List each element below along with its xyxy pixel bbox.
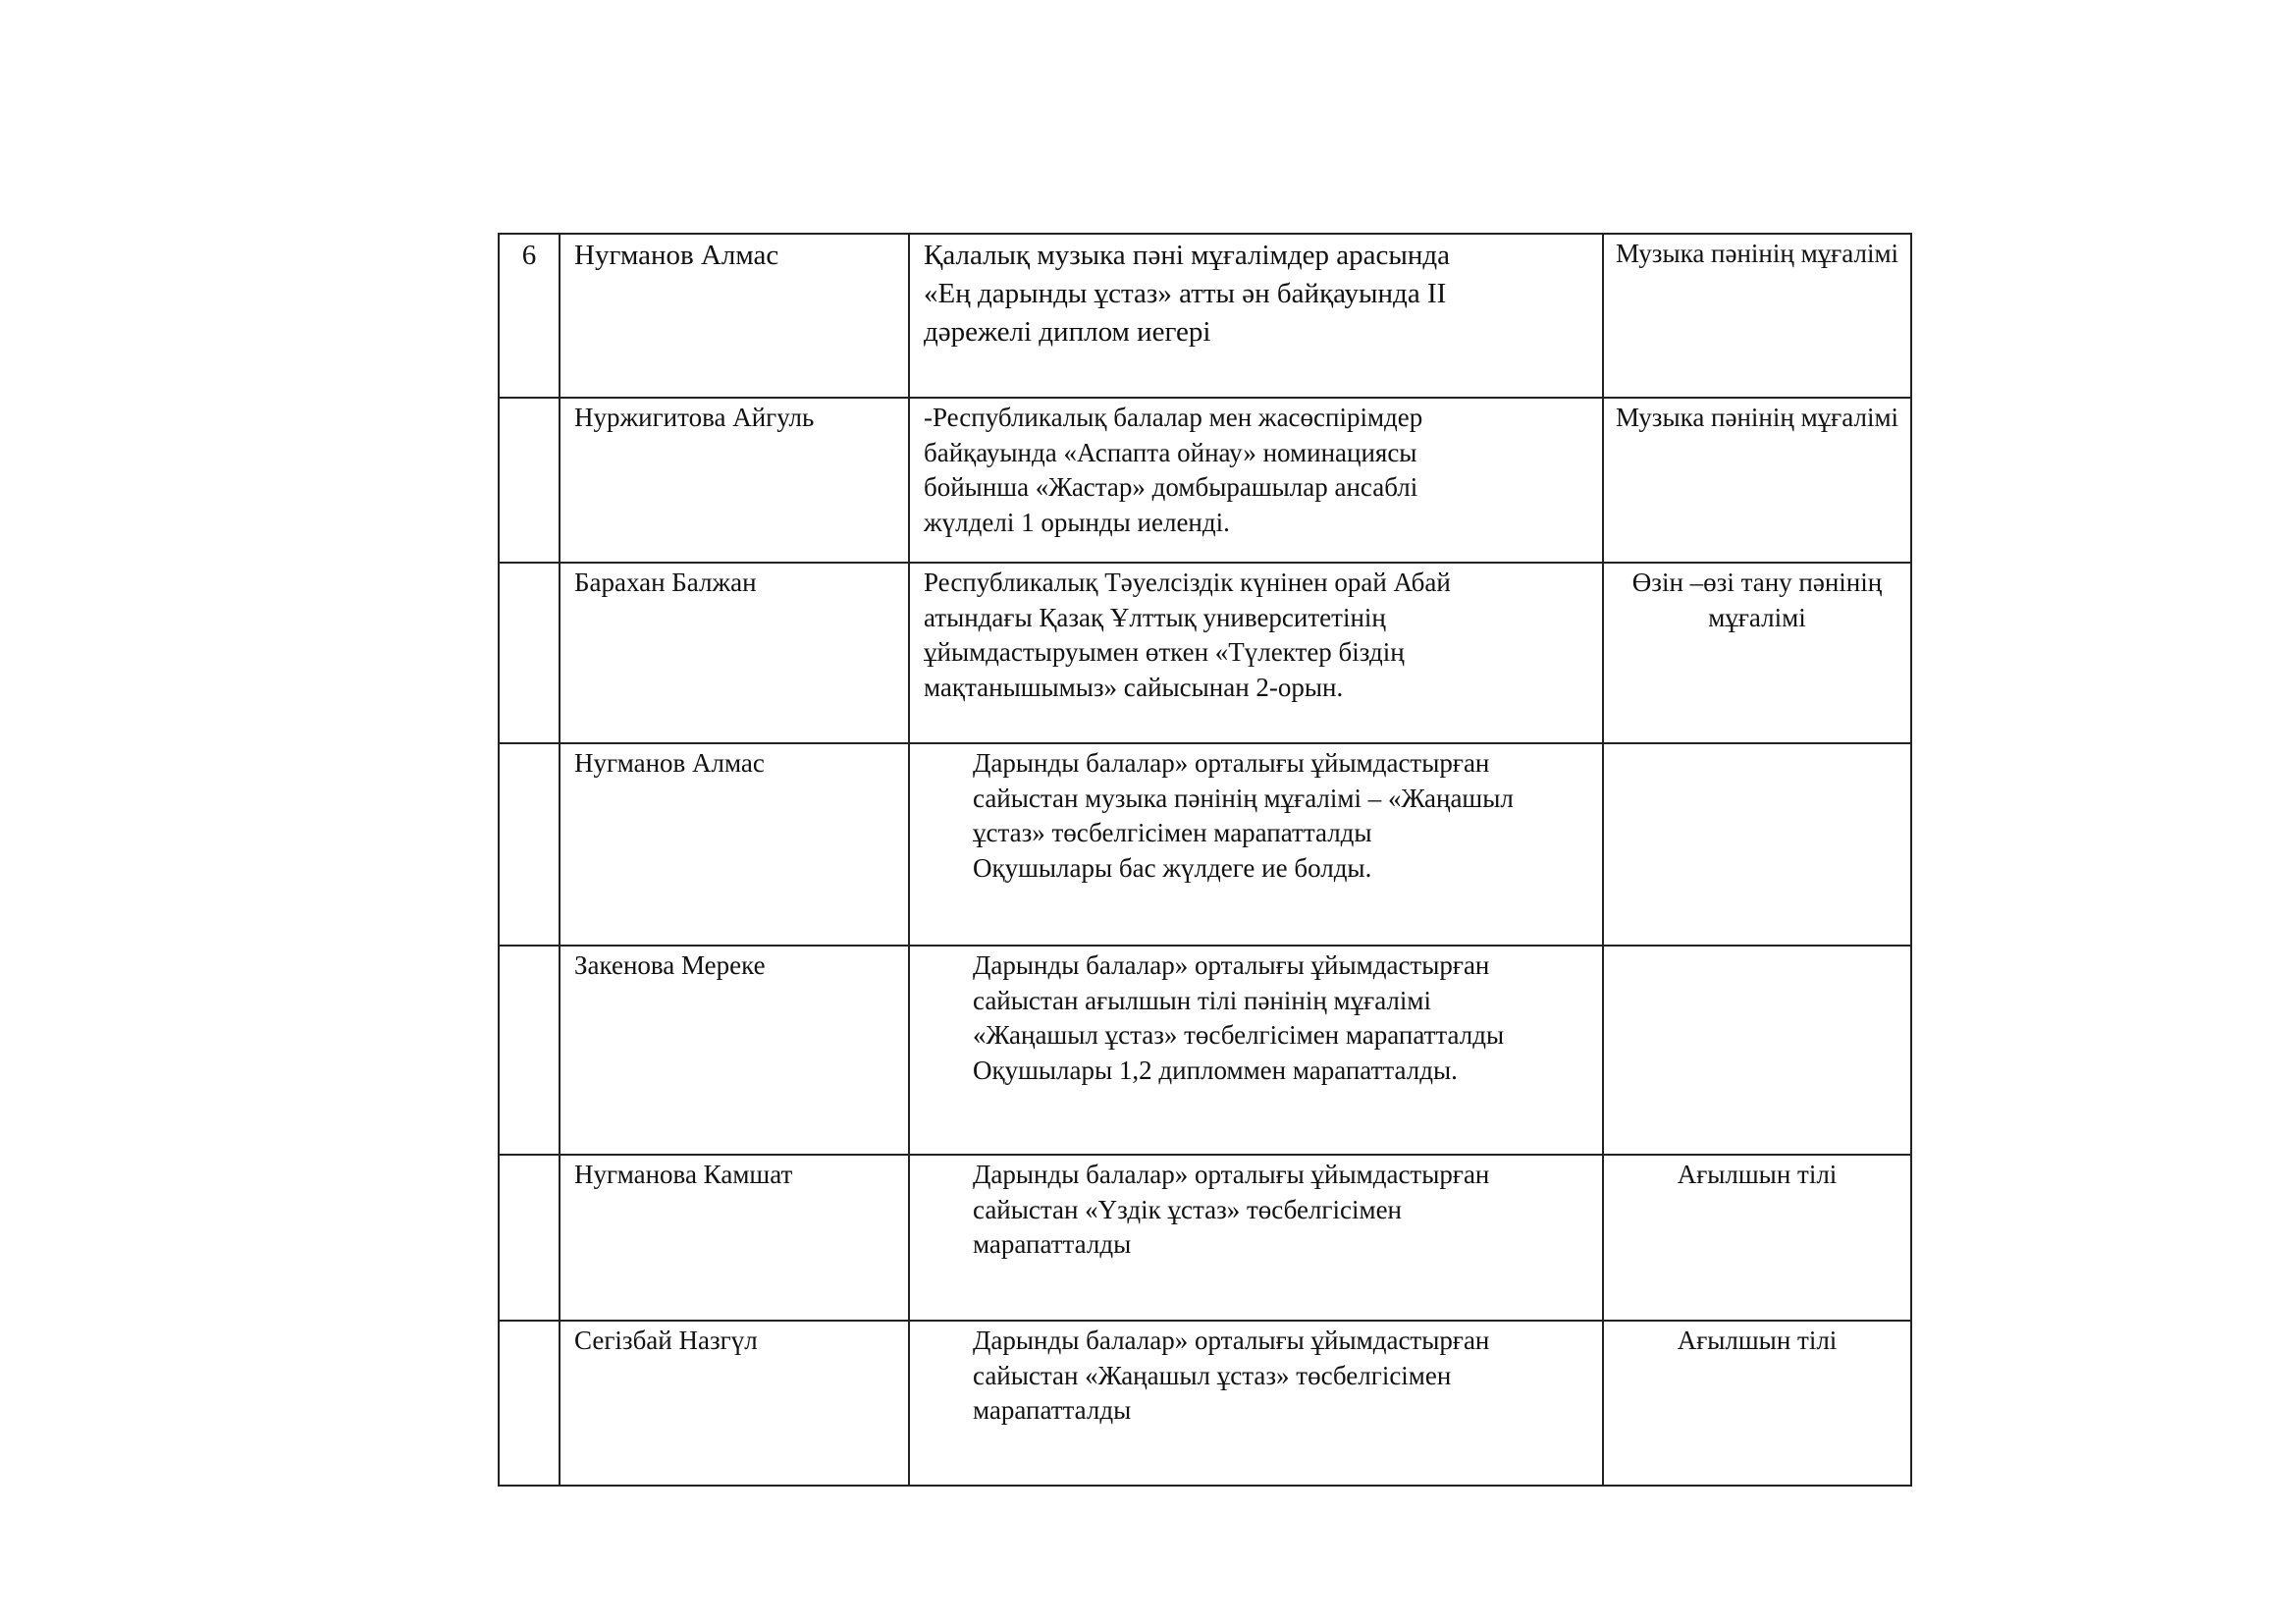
teacher-name-cell: Нугманов Алмас [560, 234, 909, 398]
table-row [499, 946, 1911, 1155]
achievement-line: мақтанышымыз» сайысынан 2-орын. [924, 672, 1344, 702]
achievement-line: бойынша «Жастар» домбырашылар ансаблі [924, 472, 1418, 502]
achievement-line: Дарынды балалар» орталығы ұйымдастырған [973, 950, 1490, 980]
achievement-line: сайыстан «Жаңашыл ұстаз» төсбелгісімен [973, 1360, 1452, 1390]
subject-role-cell: Ағылшын тілі [1603, 1155, 1911, 1321]
teacher-name-cell: Нуржигитова Айгуль [560, 398, 909, 563]
achievement-line: сайыстан музыка пәнінің мұғалімі – «Жаңашыл [973, 783, 1514, 813]
achievement-cell [909, 398, 1603, 563]
achievement-cell [909, 743, 1603, 946]
row-number-cell: 6 [499, 234, 560, 398]
achievement-line: ұстаз» төсбелгісімен марапатталды [973, 818, 1372, 847]
achievement-line: Дарынды балалар» орталығы ұйымдастырған [973, 748, 1490, 778]
achievement-line: Дарынды балалар» орталығы ұйымдастырған [973, 1160, 1490, 1189]
achievement-line: сайыстан ағылшын тілі пәнінің мұғалімі [973, 985, 1431, 1015]
achievement-line: дәрежелі диплом иегері [924, 316, 1211, 348]
table-row [499, 743, 1911, 946]
achievement-line: сайыстан «Үздік ұстаз» төсбелгісімен [973, 1194, 1403, 1224]
subject-role-cell: Өзін –өзі тану пәнінің мұғалімі [1603, 563, 1911, 743]
achievement-line: марапатталды [973, 1229, 1132, 1259]
achievement-cell [909, 1155, 1603, 1321]
achievement-line: Оқушылары бас жүлдеге ие болды. [973, 852, 1372, 883]
achievement-cell [909, 234, 1603, 398]
achievement-line: Оқушылары 1,2 дипломмен марапатталды. [973, 1055, 1458, 1085]
achievement-line: «Ең дарынды ұстаз» атты ән байқауында II [924, 278, 1447, 309]
row-number-cell [499, 1155, 560, 1321]
achievement-line: жүлделі 1 орынды иеленді. [924, 507, 1230, 537]
subject-role-cell [1603, 743, 1911, 946]
subject-role-cell: Музыка пәнінің мұғалімі [1603, 398, 1911, 563]
teacher-name-cell: Нугманова Камшат [560, 1155, 909, 1321]
achievement-line: -Республикалық балалар мен жасөспірімдер [924, 403, 1423, 432]
achievement-line: марапатталды [973, 1395, 1132, 1425]
achievement-line: атындағы Қазақ Ұлттық университетінің [924, 602, 1386, 632]
awards-table [498, 233, 1912, 1487]
table-row [499, 563, 1911, 743]
subject-role-cell: Ағылшын тілі [1603, 1321, 1911, 1486]
teacher-name-cell: Нугманов Алмас [560, 743, 909, 946]
achievement-line: Дарынды балалар» орталығы ұйымдастырған [973, 1326, 1490, 1355]
achievement-line: «Жаңашыл ұстаз» төсбелгісімен марапатталды [973, 1020, 1505, 1050]
row-number-cell [499, 563, 560, 743]
table-row [499, 1321, 1911, 1486]
achievement-line: байқауында «Аспапта ойнау» номинациясы [924, 437, 1417, 467]
row-number-cell [499, 946, 560, 1155]
achievement-cell [909, 1321, 1603, 1486]
subject-role-cell [1603, 946, 1911, 1155]
table-row [499, 234, 1911, 398]
row-number-cell [499, 1321, 560, 1486]
row-number-cell [499, 743, 560, 946]
teacher-name-cell: Сегізбай Назгүл [560, 1321, 909, 1486]
teacher-name-cell: Барахан Балжан [560, 563, 909, 743]
achievement-cell [909, 563, 1603, 743]
table-row [499, 398, 1911, 563]
teacher-name-cell: Закенова Мереке [560, 946, 909, 1155]
achievement-line: Республикалық Тәуелсіздік күнінен орай Абай [924, 568, 1451, 597]
achievement-cell [909, 946, 1603, 1155]
subject-role-cell: Музыка пәнінің мұғалімі [1603, 234, 1911, 398]
table-row [499, 1155, 1911, 1321]
achievement-line: Қалалық музыка пәні мұғалімдер арасында [924, 240, 1451, 271]
achievement-line: ұйымдастыруымен өткен «Түлектер біздің [924, 637, 1405, 667]
row-number-cell [499, 398, 560, 563]
